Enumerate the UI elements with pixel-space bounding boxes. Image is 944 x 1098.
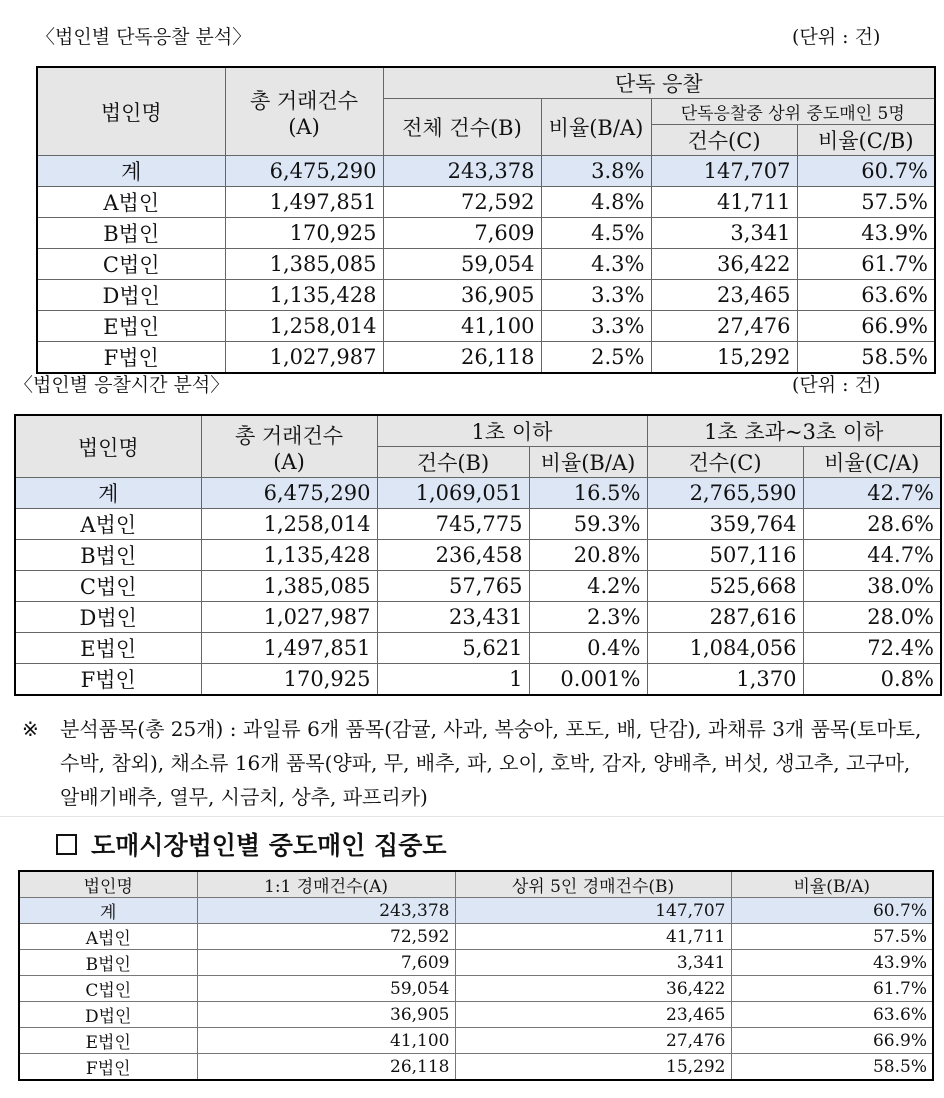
corp-name-cell: E법인 — [19, 1028, 197, 1054]
value-cell: 236,458 — [377, 540, 529, 571]
value-cell: 170,925 — [225, 218, 383, 249]
corp-name-cell: 계 — [15, 478, 201, 509]
value-cell: 745,775 — [377, 509, 529, 540]
value-cell: 26,118 — [197, 1054, 455, 1081]
corp-name-cell: 계 — [37, 156, 225, 187]
value-cell: 44.7% — [803, 540, 941, 571]
value-cell: 1,258,014 — [225, 311, 383, 342]
corp-name-cell: C법인 — [37, 249, 225, 280]
value-cell: 1,027,987 — [225, 342, 383, 374]
value-cell: 15,292 — [651, 342, 797, 374]
table-total-row — [15, 478, 941, 509]
value-cell: 58.5% — [797, 342, 935, 374]
value-cell: 7,609 — [383, 218, 541, 249]
value-cell: 63.6% — [797, 280, 935, 311]
value-cell: 36,905 — [197, 1002, 455, 1028]
header-all-count: 전체 건수(B) — [383, 99, 541, 156]
value-cell: 7,609 — [197, 950, 455, 976]
corp-name-cell: E법인 — [15, 633, 201, 664]
corp-name-cell: E법인 — [37, 311, 225, 342]
value-cell: 26,118 — [383, 342, 541, 374]
header-corp: 법인명 — [37, 67, 225, 156]
table2-caption: 〈법인별 응찰시간 분석〉 — [14, 374, 230, 396]
value-cell: 1,084,056 — [647, 633, 803, 664]
value-cell: 15,292 — [455, 1054, 731, 1081]
value-cell: 0.8% — [803, 664, 941, 696]
value-cell: 72,592 — [197, 924, 455, 950]
header-count-c: 건수(C) — [651, 125, 797, 156]
value-cell: 1,370 — [647, 664, 803, 696]
table-row — [37, 218, 935, 249]
header-over1: 1초 초과~3초 이하 — [647, 415, 941, 447]
value-cell: 41,100 — [383, 311, 541, 342]
value-cell: 61.7% — [797, 249, 935, 280]
table-row — [15, 509, 941, 540]
table-row — [37, 311, 935, 342]
value-cell: 5,621 — [377, 633, 529, 664]
value-cell: 3,341 — [455, 950, 731, 976]
corp-name-cell: F법인 — [19, 1054, 197, 1081]
value-cell: 43.9% — [797, 218, 935, 249]
value-cell: 1,385,085 — [201, 571, 377, 602]
value-cell: 1,135,428 — [225, 280, 383, 311]
value-cell: 525,668 — [647, 571, 803, 602]
value-cell: 59,054 — [197, 976, 455, 1002]
value-cell: 36,905 — [383, 280, 541, 311]
value-cell: 36,422 — [455, 976, 731, 1002]
value-cell: 1,385,085 — [225, 249, 383, 280]
value-cell: 57.5% — [797, 187, 935, 218]
value-cell: 2.5% — [541, 342, 651, 374]
table-row — [37, 187, 935, 218]
table-row — [37, 249, 935, 280]
header-total — [201, 415, 377, 478]
value-cell: 72.4% — [803, 633, 941, 664]
corp-name-cell: A법인 — [15, 509, 201, 540]
value-cell: 60.7% — [797, 156, 935, 187]
note-text: 분석품목(총 25개) : 과일류 6개 품목(감귤, 사과, 복숭아, 포도, 배, 단감), 과채류 3개 품목(토마토, 수박, 참외), 채소류 16개 품목(양파, 무, 배추, 파, 오이, 호박, 감자, 양배추, 버섯, 생고추, 고구마, 알배기배추, 열무, 시금치, 상추, 파프리카) — [60, 717, 922, 809]
value-cell: 147,707 — [651, 156, 797, 187]
bid-time-table — [14, 414, 942, 696]
table-row — [19, 1002, 933, 1028]
corp-name-cell: A법인 — [37, 187, 225, 218]
header-total-line1: 총 거래건수 — [234, 423, 344, 448]
value-cell: 4.3% — [541, 249, 651, 280]
value-cell: 3.8% — [541, 156, 651, 187]
header-solo: 단독 응찰 — [383, 67, 935, 99]
value-cell: 3.3% — [541, 311, 651, 342]
header-top5: 단독응찰중 상위 중도매인 5명 — [651, 99, 935, 125]
header-count-c: 건수(C) — [647, 447, 803, 478]
value-cell: 1,027,987 — [201, 602, 377, 633]
value-cell: 28.0% — [803, 602, 941, 633]
value-cell: 23,465 — [651, 280, 797, 311]
value-cell: 41,711 — [651, 187, 797, 218]
header-total-line2: (A) — [288, 114, 320, 139]
header-ratio-ca: 비율(C/A) — [803, 447, 941, 478]
corp-name-cell: A법인 — [19, 924, 197, 950]
value-cell: 36,422 — [651, 249, 797, 280]
value-cell: 61.7% — [731, 976, 933, 1002]
value-cell: 147,707 — [455, 898, 731, 924]
table-row — [19, 976, 933, 1002]
corp-name-cell: B법인 — [37, 218, 225, 249]
value-cell: 4.2% — [529, 571, 647, 602]
value-cell: 59.3% — [529, 509, 647, 540]
corp-name-cell: C법인 — [19, 976, 197, 1002]
value-cell: 41,711 — [455, 924, 731, 950]
checkbox-square-icon — [56, 834, 77, 855]
value-cell: 66.9% — [797, 311, 935, 342]
header-under1: 1초 이하 — [377, 415, 647, 447]
value-cell: 38.0% — [803, 571, 941, 602]
value-cell: 3,341 — [651, 218, 797, 249]
value-cell: 2,765,590 — [647, 478, 803, 509]
corp-name-cell: D법인 — [19, 1002, 197, 1028]
value-cell: 0.4% — [529, 633, 647, 664]
corp-name-cell: 계 — [19, 898, 197, 924]
value-cell: 507,116 — [647, 540, 803, 571]
header-total — [225, 67, 383, 156]
corp-name-cell: B법인 — [19, 950, 197, 976]
value-cell: 42.7% — [803, 478, 941, 509]
value-cell: 4.8% — [541, 187, 651, 218]
table-row — [15, 571, 941, 602]
value-cell: 6,475,290 — [201, 478, 377, 509]
value-cell: 72,592 — [383, 187, 541, 218]
table-total-row — [37, 156, 935, 187]
table2-unit: (단위 : 건) — [792, 374, 881, 396]
table1-caption: 〈법인별 단독응찰 분석〉 — [36, 26, 252, 48]
header-top5: 상위 5인 경매건수(B) — [455, 871, 731, 898]
header-ratio-cb: 비율(C/B) — [797, 125, 935, 156]
table-row — [19, 1054, 933, 1081]
value-cell: 1 — [377, 664, 529, 696]
corp-name-cell: D법인 — [37, 280, 225, 311]
value-cell: 59,054 — [383, 249, 541, 280]
value-cell: 43.9% — [731, 950, 933, 976]
value-cell: 1,497,851 — [225, 187, 383, 218]
table-row — [15, 633, 941, 664]
header-total-line1: 총 거래건수 — [249, 88, 359, 113]
value-cell: 4.5% — [541, 218, 651, 249]
table-row — [37, 342, 935, 374]
header-count-b: 건수(B) — [377, 447, 529, 478]
value-cell: 359,764 — [647, 509, 803, 540]
section-divider — [0, 816, 944, 817]
analysis-note — [22, 712, 934, 814]
header-ratio-ba: 비율(B/A) — [541, 99, 651, 156]
value-cell: 57,765 — [377, 571, 529, 602]
value-cell: 243,378 — [197, 898, 455, 924]
value-cell: 6,475,290 — [225, 156, 383, 187]
table-row — [37, 280, 935, 311]
corp-name-cell: D법인 — [15, 602, 201, 633]
value-cell: 1,135,428 — [201, 540, 377, 571]
value-cell: 1,258,014 — [201, 509, 377, 540]
value-cell: 41,100 — [197, 1028, 455, 1054]
table-row — [19, 1028, 933, 1054]
section-title — [56, 826, 447, 862]
header-ratio: 비율(B/A) — [731, 871, 933, 898]
table-row — [15, 602, 941, 633]
value-cell: 1,497,851 — [201, 633, 377, 664]
value-cell: 23,431 — [377, 602, 529, 633]
value-cell: 1,069,051 — [377, 478, 529, 509]
table-row — [15, 540, 941, 571]
header-auction: 1:1 경매건수(A) — [197, 871, 455, 898]
value-cell: 16.5% — [529, 478, 647, 509]
table1-unit: (단위 : 건) — [792, 26, 881, 48]
value-cell: 287,616 — [647, 602, 803, 633]
table-row — [15, 664, 941, 696]
note-mark: ※ — [22, 717, 39, 741]
value-cell: 2.3% — [529, 602, 647, 633]
value-cell: 20.8% — [529, 540, 647, 571]
value-cell: 63.6% — [731, 1002, 933, 1028]
header-corp: 법인명 — [19, 871, 197, 898]
corp-name-cell: B법인 — [15, 540, 201, 571]
header-corp: 법인명 — [15, 415, 201, 478]
value-cell: 28.6% — [803, 509, 941, 540]
corp-name-cell: C법인 — [15, 571, 201, 602]
value-cell: 23,465 — [455, 1002, 731, 1028]
solo-bid-table — [36, 66, 936, 374]
concentration-table — [18, 870, 934, 1081]
corp-name-cell: F법인 — [37, 342, 225, 374]
value-cell: 58.5% — [731, 1054, 933, 1081]
header-ratio-ba: 비율(B/A) — [529, 447, 647, 478]
value-cell: 243,378 — [383, 156, 541, 187]
section-title-text: 도매시장법인별 중도매인 집중도 — [91, 831, 447, 860]
value-cell: 3.3% — [541, 280, 651, 311]
value-cell: 170,925 — [201, 664, 377, 696]
header-total-line2: (A) — [273, 449, 305, 474]
table-row — [19, 924, 933, 950]
value-cell: 60.7% — [731, 898, 933, 924]
corp-name-cell: F법인 — [15, 664, 201, 696]
value-cell: 27,476 — [651, 311, 797, 342]
value-cell: 66.9% — [731, 1028, 933, 1054]
table-row — [19, 950, 933, 976]
value-cell: 27,476 — [455, 1028, 731, 1054]
table-total-row — [19, 898, 933, 924]
value-cell: 57.5% — [731, 924, 933, 950]
value-cell: 0.001% — [529, 664, 647, 696]
